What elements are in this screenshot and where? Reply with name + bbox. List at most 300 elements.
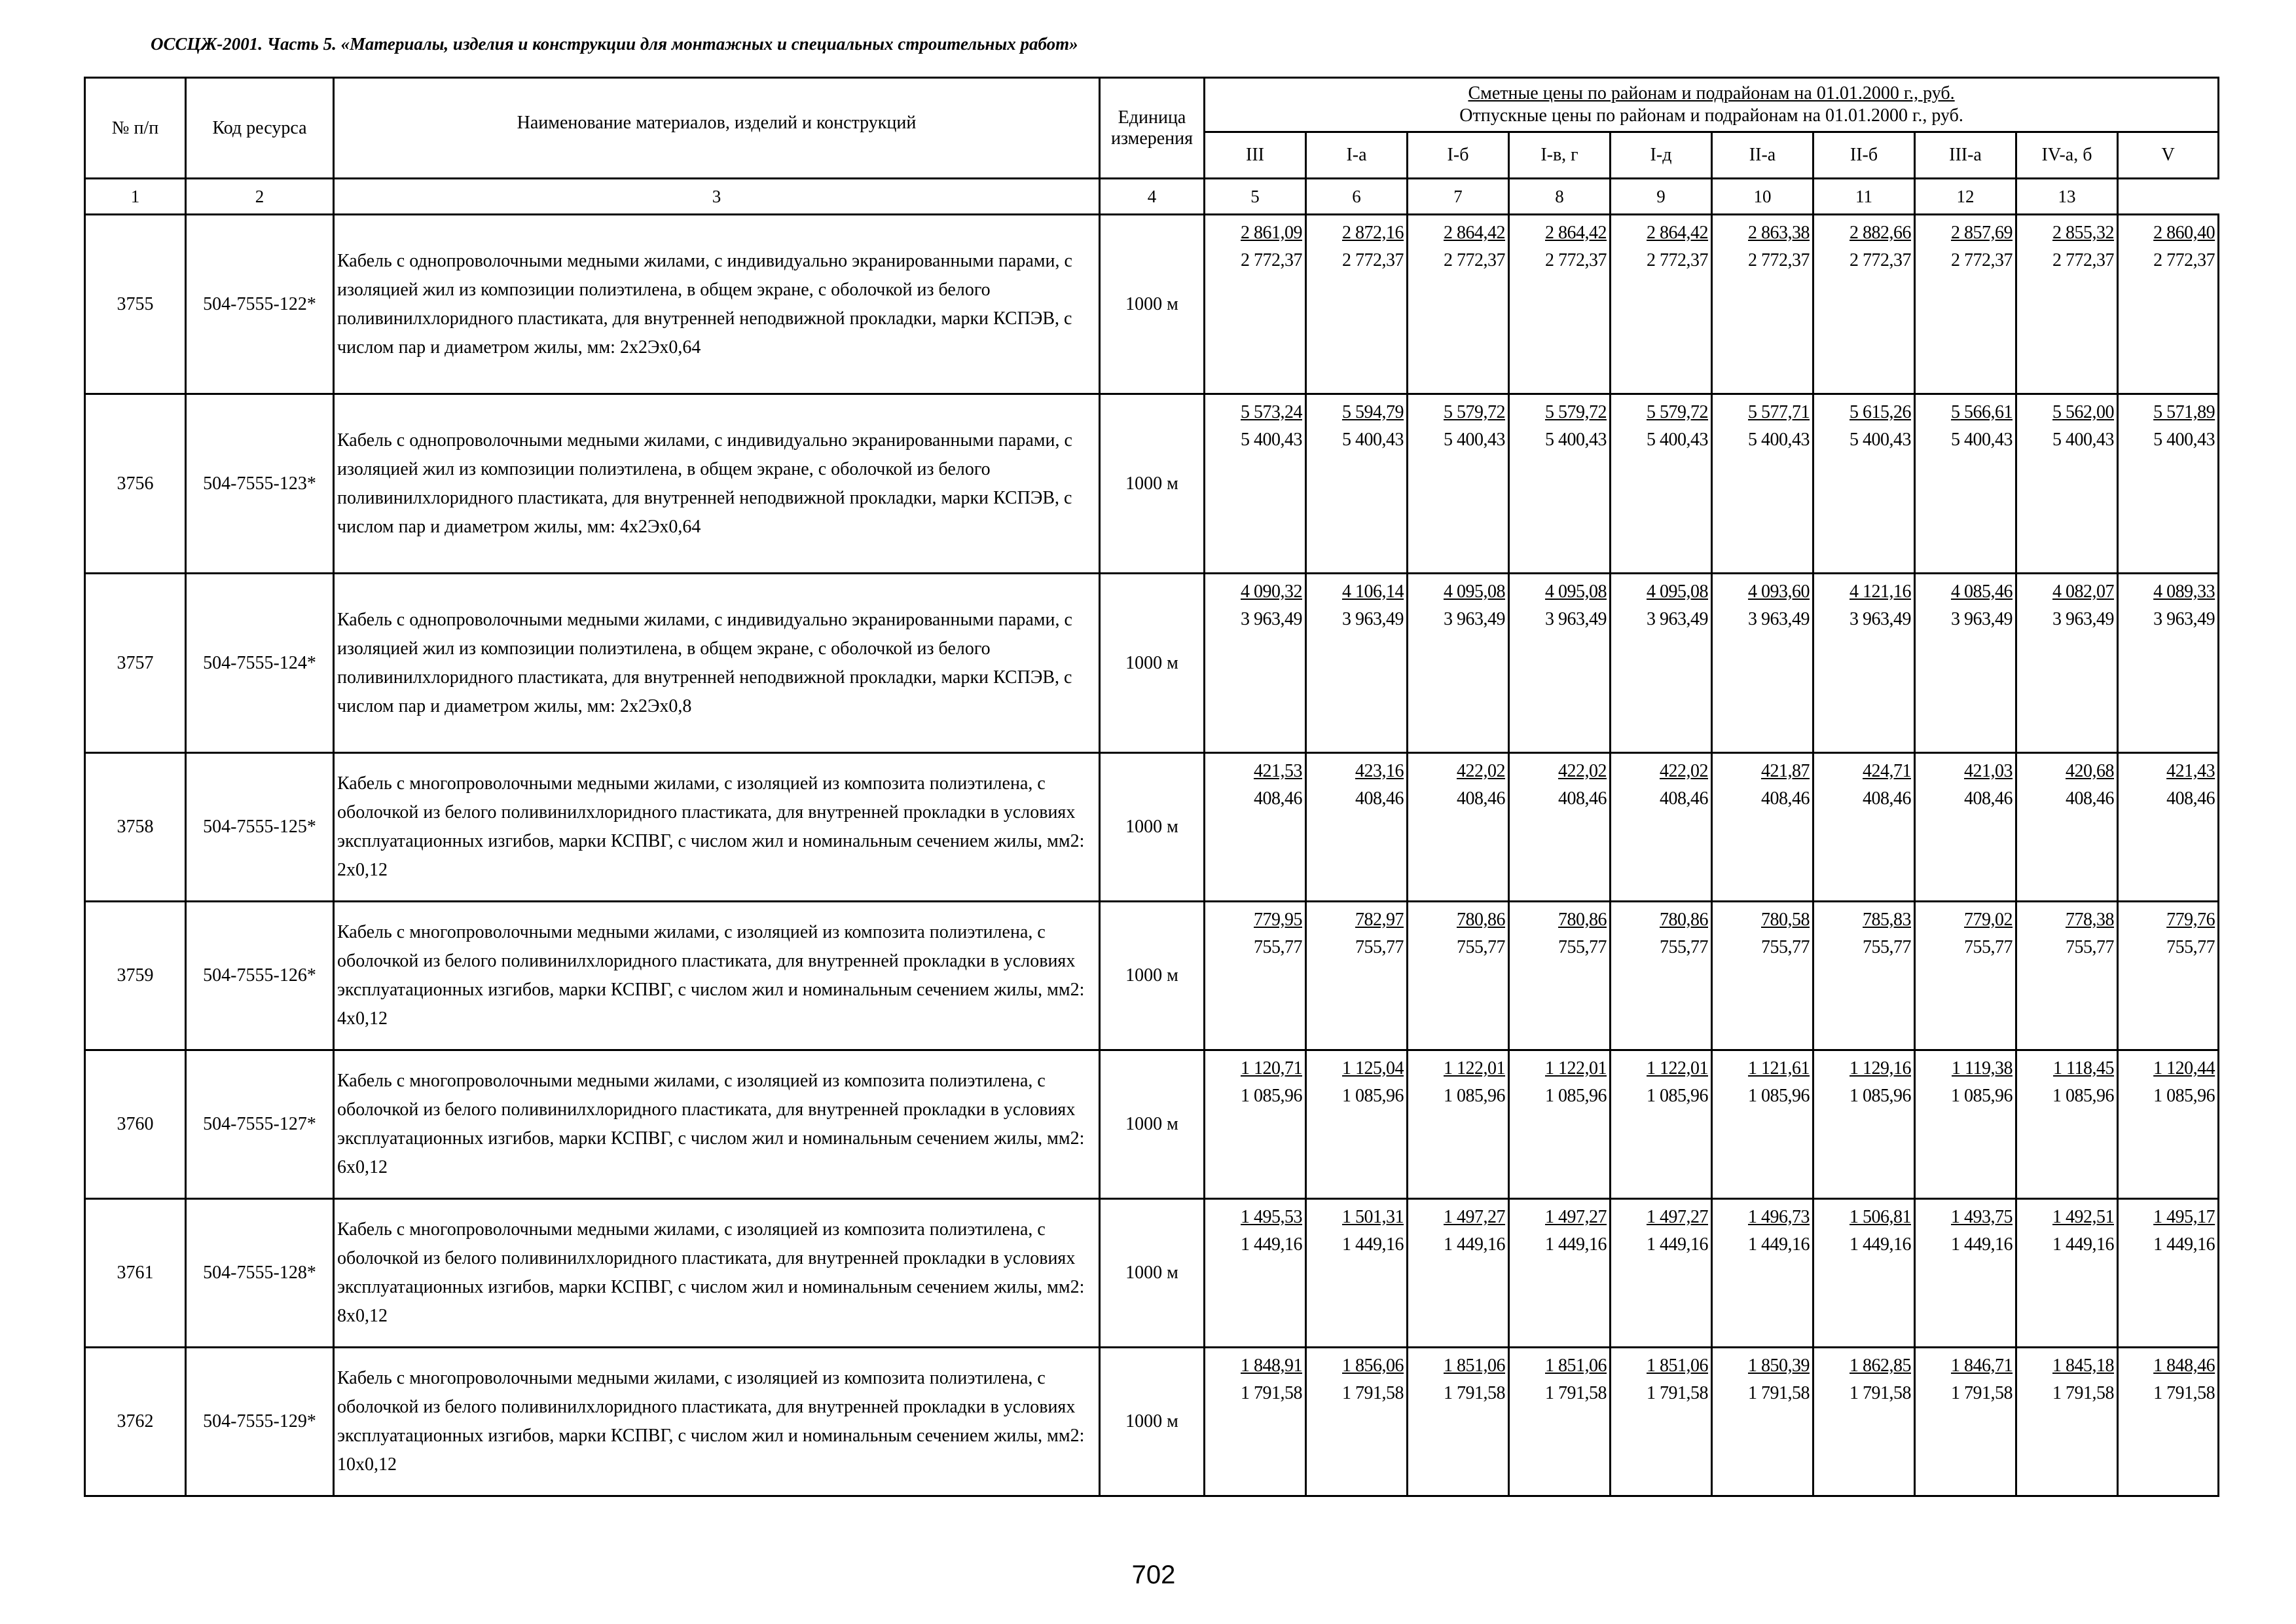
price-cell — [2016, 215, 2118, 394]
release-price: 1 791,58 — [1545, 1383, 1607, 1403]
price-cell — [1915, 753, 2016, 902]
resource-code: 504-7555-126* — [186, 902, 334, 1050]
price-cell — [2118, 1199, 2219, 1348]
price-cell — [1712, 902, 1813, 1050]
price-cell — [1611, 215, 1712, 394]
release-price: 755,77 — [1660, 937, 1708, 957]
price-cell — [1306, 753, 1408, 902]
estimate-price: 1 846,71 — [1951, 1356, 2013, 1376]
estimate-price: 1 122,01 — [1545, 1058, 1607, 1079]
column-number: 7 — [1408, 179, 1509, 215]
price-cell — [1509, 902, 1611, 1050]
header-region: IV-а, б — [2016, 132, 2118, 179]
price-cell — [1611, 1199, 1712, 1348]
price-cell — [1205, 1050, 1306, 1199]
estimate-price: 5 594,79 — [1342, 402, 1404, 422]
price-cell — [1611, 753, 1712, 902]
estimate-price: 4 095,08 — [1444, 581, 1505, 602]
release-price: 1 449,16 — [1444, 1234, 1505, 1255]
table-row — [85, 1348, 2219, 1496]
release-price: 755,77 — [1761, 937, 1810, 957]
material-name: Кабель с многопроволочными медными жилами, с изоляцией из композита полиэтилена, с оболочкой из белого поливинилхлоридного пластиката, для внутренней прокладки в условиях эксплуатационных изгибов, марки КСПВГ, с числом жил и номинальным сечением жилы, мм2: 2х0,12 — [334, 753, 1100, 902]
price-cell — [2118, 394, 2219, 574]
release-price: 3 963,49 — [1748, 609, 1810, 629]
row-number: 3757 — [85, 574, 186, 753]
table-row — [85, 394, 2219, 574]
estimate-price: 1 848,91 — [1241, 1356, 1302, 1376]
price-cell — [2118, 753, 2219, 902]
unit-of-measure: 1000 м — [1100, 902, 1205, 1050]
price-cell — [1306, 215, 1408, 394]
header-region: I-в, г — [1509, 132, 1611, 179]
estimate-price: 5 579,72 — [1444, 402, 1505, 422]
estimate-price: 4 089,33 — [2153, 581, 2215, 602]
header-region: I-д — [1611, 132, 1712, 179]
release-price: 755,77 — [2066, 937, 2114, 957]
material-name: Кабель с однопроволочными медными жилами, с индивидуально экранированными парами, с изоляцией жил из композиции полиэтилена, в общем экране, с оболочкой из белого поливинилхлоридного пластиката, для внутренней неподвижной прокладки, марки КСПЭВ, с числом пар и диаметром жилы, мм: 2х2Эх0,8 — [334, 574, 1100, 753]
release-price: 2 772,37 — [1545, 250, 1607, 270]
release-price: 1 791,58 — [1748, 1383, 1810, 1403]
estimate-price: 780,58 — [1761, 910, 1810, 930]
estimate-price: 1 119,38 — [1952, 1058, 2013, 1079]
price-cell — [1611, 394, 1712, 574]
estimate-price: 1 851,06 — [1647, 1356, 1708, 1376]
estimate-price: 422,02 — [1558, 761, 1607, 781]
release-price: 2 772,37 — [2153, 250, 2215, 270]
price-cell — [1408, 902, 1509, 1050]
estimate-price: 1 120,71 — [1241, 1058, 1302, 1079]
price-cell — [2016, 574, 2118, 753]
table-row — [85, 1199, 2219, 1348]
unit-of-measure: 1000 м — [1100, 394, 1205, 574]
price-cell — [1712, 394, 1813, 574]
release-price: 1 085,96 — [1748, 1086, 1810, 1106]
release-price: 1 791,58 — [1342, 1383, 1404, 1403]
unit-of-measure: 1000 м — [1100, 1199, 1205, 1348]
price-cell — [1915, 1199, 2016, 1348]
estimate-price: 1 497,27 — [1647, 1207, 1708, 1227]
estimate-price: 785,83 — [1863, 910, 1911, 930]
header-code: Код ресурса — [186, 78, 334, 179]
table-row — [85, 1050, 2219, 1199]
estimate-price: 5 571,89 — [2153, 402, 2215, 422]
release-price: 755,77 — [2166, 937, 2215, 957]
release-price: 1 449,16 — [2052, 1234, 2114, 1255]
estimate-price: 2 855,32 — [2052, 223, 2114, 243]
column-number: 12 — [1915, 179, 2016, 215]
material-name: Кабель с многопроволочными медными жилами, с изоляцией из композита полиэтилена, с оболочкой из белого поливинилхлоридного пластиката, для внутренней прокладки в условиях эксплуатационных изгибов, марки КСПВГ, с числом жил и номинальным сечением жилы, мм2: 10х0,12 — [334, 1348, 1100, 1496]
column-number: 6 — [1306, 179, 1408, 215]
release-price: 408,46 — [1558, 788, 1607, 809]
price-cell — [1915, 1050, 2016, 1199]
price-cell — [1306, 1050, 1408, 1199]
estimate-price: 4 093,60 — [1748, 581, 1810, 602]
price-cell — [1509, 753, 1611, 902]
estimate-price: 1 497,27 — [1545, 1207, 1607, 1227]
estimate-price: 2 863,38 — [1748, 223, 1810, 243]
price-cell — [1611, 574, 1712, 753]
release-price: 1 791,58 — [1241, 1383, 1302, 1403]
estimate-price: 779,95 — [1254, 910, 1302, 930]
price-cell — [2118, 574, 2219, 753]
price-cell — [1712, 1348, 1813, 1496]
unit-of-measure: 1000 м — [1100, 1348, 1205, 1496]
estimate-price: 5 566,61 — [1951, 402, 2013, 422]
estimate-price: 1 501,31 — [1342, 1207, 1404, 1227]
price-cell — [1712, 215, 1813, 394]
release-price: 1 449,16 — [1748, 1234, 1810, 1255]
header-num: № п/п — [85, 78, 186, 179]
release-price: 2 772,37 — [1241, 250, 1302, 270]
price-cell — [2016, 753, 2118, 902]
unit-of-measure: 1000 м — [1100, 1050, 1205, 1199]
release-price: 1 449,16 — [2153, 1234, 2215, 1255]
release-price: 3 963,49 — [1951, 609, 2013, 629]
estimate-price: 422,02 — [1457, 761, 1505, 781]
release-price: 755,77 — [1355, 937, 1404, 957]
estimate-price: 779,02 — [1964, 910, 2013, 930]
price-cell — [1408, 753, 1509, 902]
estimate-price: 1 118,45 — [2053, 1058, 2114, 1079]
price-cell — [1306, 1199, 1408, 1348]
estimate-price: 2 861,09 — [1241, 223, 1302, 243]
estimate-price: 2 872,16 — [1342, 223, 1404, 243]
release-price: 3 963,49 — [1444, 609, 1505, 629]
release-price: 408,46 — [1761, 788, 1810, 809]
price-cell — [2016, 1050, 2118, 1199]
price-cell — [1813, 394, 1915, 574]
page-number: 702 — [1131, 1560, 1176, 1589]
price-cell — [1408, 1199, 1509, 1348]
estimate-price: 5 562,00 — [2052, 402, 2114, 422]
release-price: 755,77 — [1558, 937, 1607, 957]
release-price: 1 791,58 — [2153, 1383, 2215, 1403]
price-cell — [1611, 902, 1712, 1050]
price-cell — [1408, 574, 1509, 753]
price-cell — [1813, 215, 1915, 394]
release-price: 1 085,96 — [1951, 1086, 2013, 1106]
price-cell — [1813, 1348, 1915, 1496]
estimate-price: 780,86 — [1660, 910, 1708, 930]
price-cell — [1915, 215, 2016, 394]
price-cell — [1712, 574, 1813, 753]
release-price: 3 963,49 — [1545, 609, 1607, 629]
resource-code: 504-7555-123* — [186, 394, 334, 574]
estimate-price: 1 120,44 — [2153, 1058, 2215, 1079]
estimate-price: 424,71 — [1863, 761, 1911, 781]
estimate-price: 4 082,07 — [2052, 581, 2114, 602]
release-price: 408,46 — [2066, 788, 2114, 809]
estimate-price: 1 506,81 — [1850, 1207, 1911, 1227]
release-price: 5 400,43 — [1444, 430, 1505, 450]
price-cell — [1509, 1050, 1611, 1199]
price-cell — [1509, 574, 1611, 753]
release-price: 1 449,16 — [1951, 1234, 2013, 1255]
release-price: 1 449,16 — [1647, 1234, 1708, 1255]
resource-code: 504-7555-124* — [186, 574, 334, 753]
estimate-price: 5 579,72 — [1545, 402, 1607, 422]
price-cell — [1712, 1199, 1813, 1348]
release-price: 1 085,96 — [2153, 1086, 2215, 1106]
estimate-price: 778,38 — [2066, 910, 2114, 930]
price-cell — [1813, 574, 1915, 753]
row-number: 3762 — [85, 1348, 186, 1496]
price-table — [84, 77, 2219, 1497]
price-cell — [1712, 753, 1813, 902]
header-unit: Единица измерения — [1100, 78, 1205, 179]
release-price: 3 963,49 — [2153, 609, 2215, 629]
column-number: 2 — [186, 179, 334, 215]
document-header: ОССЦЖ-2001. Часть 5. «Материалы, изделия и конструкции для монтажных и специальных строительных работ» — [151, 34, 1078, 54]
material-name: Кабель с многопроволочными медными жилами, с изоляцией из композита полиэтилена, с оболочкой из белого поливинилхлоридного пластиката, для внутренней прокладки в условиях эксплуатационных изгибов, марки КСПВГ, с числом жил и номинальным сечением жилы, мм2: 4х0,12 — [334, 902, 1100, 1050]
release-price: 755,77 — [1964, 937, 2013, 957]
release-price: 1 791,58 — [1850, 1383, 1911, 1403]
price-cell — [1306, 394, 1408, 574]
estimate-price: 1 862,85 — [1850, 1356, 1911, 1376]
release-price: 5 400,43 — [1545, 430, 1607, 450]
material-name: Кабель с многопроволочными медными жилами, с изоляцией из композита полиэтилена, с оболочкой из белого поливинилхлоридного пластиката, для внутренней прокладки в условиях эксплуатационных изгибов, марки КСПВГ, с числом жил и номинальным сечением жилы, мм2: 6х0,12 — [334, 1050, 1100, 1199]
estimate-price: 421,53 — [1254, 761, 1302, 781]
release-price: 2 772,37 — [1342, 250, 1404, 270]
release-price: 1 791,58 — [2052, 1383, 2114, 1403]
release-price: 2 772,37 — [1444, 250, 1505, 270]
estimate-price: 1 492,51 — [2052, 1207, 2114, 1227]
price-cell — [1408, 1348, 1509, 1496]
release-price: 408,46 — [1355, 788, 1404, 809]
release-price: 2 772,37 — [1951, 250, 2013, 270]
column-number: 8 — [1509, 179, 1611, 215]
price-cell — [1306, 574, 1408, 753]
estimate-price: 780,86 — [1558, 910, 1607, 930]
resource-code: 504-7555-129* — [186, 1348, 334, 1496]
column-number: 3 — [334, 179, 1100, 215]
header-region: III — [1205, 132, 1306, 179]
release-price: 408,46 — [1457, 788, 1505, 809]
estimate-price: 4 090,32 — [1241, 581, 1302, 602]
row-number: 3756 — [85, 394, 186, 574]
release-price: 1 085,96 — [1342, 1086, 1404, 1106]
estimate-price: 2 860,40 — [2153, 223, 2215, 243]
release-price: 5 400,43 — [1748, 430, 1810, 450]
release-price: 3 963,49 — [1342, 609, 1404, 629]
row-number: 3759 — [85, 902, 186, 1050]
price-cell — [1509, 1348, 1611, 1496]
release-price: 5 400,43 — [1850, 430, 1911, 450]
resource-code: 504-7555-122* — [186, 215, 334, 394]
estimate-price: 421,87 — [1761, 761, 1810, 781]
column-number: 4 — [1100, 179, 1205, 215]
price-cell — [1509, 394, 1611, 574]
release-price: 1 791,58 — [1647, 1383, 1708, 1403]
release-price: 1 449,16 — [1241, 1234, 1302, 1255]
release-price: 408,46 — [2166, 788, 2215, 809]
release-price: 1 791,58 — [1444, 1383, 1505, 1403]
release-price: 1 085,96 — [1444, 1086, 1505, 1106]
material-name: Кабель с однопроволочными медными жилами, с индивидуально экранированными парами, с изоляцией жил из композиции полиэтилена, в общем экране, с оболочкой из белого поливинилхлоридного пластиката, для внутренней неподвижной прокладки, марки КСПЭВ, с числом пар и диаметром жилы, мм: 2х2Эх0,64 — [334, 215, 1100, 394]
estimate-price: 779,76 — [2166, 910, 2215, 930]
resource-code: 504-7555-128* — [186, 1199, 334, 1348]
estimate-price: 1 495,17 — [2153, 1207, 2215, 1227]
header-region: V — [2118, 132, 2219, 179]
price-cell — [1205, 1199, 1306, 1348]
release-price: 1 085,96 — [1647, 1086, 1708, 1106]
price-cell — [1813, 902, 1915, 1050]
release-price: 1 085,96 — [1241, 1086, 1302, 1106]
estimate-price: 1 495,53 — [1241, 1207, 1302, 1227]
estimate-price: 421,03 — [1964, 761, 2013, 781]
estimate-price: 1 493,75 — [1951, 1207, 2013, 1227]
release-price: 1 449,16 — [1342, 1234, 1404, 1255]
price-cell — [1813, 1199, 1915, 1348]
price-cell — [1611, 1348, 1712, 1496]
price-cell — [1509, 1199, 1611, 1348]
price-cell — [1205, 394, 1306, 574]
header-name: Наименование материалов, изделий и конструкций — [334, 78, 1100, 179]
estimate-price: 1 845,18 — [2052, 1356, 2114, 1376]
release-price: 755,77 — [1863, 937, 1911, 957]
resource-code: 504-7555-127* — [186, 1050, 334, 1199]
release-price: 1 085,96 — [2052, 1086, 2114, 1106]
estimate-price: 2 857,69 — [1951, 223, 2013, 243]
resource-code: 504-7555-125* — [186, 753, 334, 902]
estimate-price: 1 856,06 — [1342, 1356, 1404, 1376]
column-number: 13 — [2016, 179, 2118, 215]
header-prices — [1205, 78, 2219, 132]
header-region: II-б — [1813, 132, 1915, 179]
estimate-price: 1 129,16 — [1850, 1058, 1911, 1079]
release-price: 755,77 — [1254, 937, 1302, 957]
price-cell — [1408, 394, 1509, 574]
price-cell — [1408, 1050, 1509, 1199]
estimate-price: 2 864,42 — [1647, 223, 1708, 243]
release-price: 2 772,37 — [1850, 250, 1911, 270]
estimate-price: 4 095,08 — [1647, 581, 1708, 602]
price-cell — [1915, 394, 2016, 574]
estimate-price: 422,02 — [1660, 761, 1708, 781]
estimate-price: 421,43 — [2166, 761, 2215, 781]
table-row — [85, 574, 2219, 753]
price-cell — [1205, 574, 1306, 753]
estimate-price: 1 848,46 — [2153, 1356, 2215, 1376]
estimate-price: 4 121,16 — [1850, 581, 1911, 602]
release-price: 1 791,58 — [1951, 1383, 2013, 1403]
price-cell — [1915, 902, 2016, 1050]
price-cell — [1813, 1050, 1915, 1199]
estimate-price: 2 882,66 — [1850, 223, 1911, 243]
unit-of-measure: 1000 м — [1100, 215, 1205, 394]
header-region: III-а — [1915, 132, 2016, 179]
price-cell — [1611, 1050, 1712, 1199]
estimate-price: 5 579,72 — [1647, 402, 1708, 422]
row-number: 3758 — [85, 753, 186, 902]
header-region: I-б — [1408, 132, 1509, 179]
estimate-price: 5 577,71 — [1748, 402, 1810, 422]
release-price: 2 772,37 — [1647, 250, 1708, 270]
estimate-price: 4 085,46 — [1951, 581, 2013, 602]
price-cell — [2016, 902, 2118, 1050]
estimate-price: 1 850,39 — [1748, 1356, 1810, 1376]
header-prices-release: Отпускные цены по районам и подрайонам на 01.01.2000 г., руб. — [1459, 105, 1963, 126]
release-price: 5 400,43 — [2153, 430, 2215, 450]
price-cell — [2118, 1050, 2219, 1199]
column-number: 9 — [1611, 179, 1712, 215]
estimate-price: 1 497,27 — [1444, 1207, 1505, 1227]
release-price: 1 449,16 — [1545, 1234, 1607, 1255]
column-number: 1 — [85, 179, 186, 215]
header-region: I-а — [1306, 132, 1408, 179]
release-price: 3 963,49 — [2052, 609, 2114, 629]
release-price: 408,46 — [1964, 788, 2013, 809]
release-price: 1 085,96 — [1850, 1086, 1911, 1106]
estimate-price: 1 851,06 — [1444, 1356, 1505, 1376]
release-price: 2 772,37 — [1748, 250, 1810, 270]
table-row — [85, 215, 2219, 394]
row-number: 3760 — [85, 1050, 186, 1199]
price-cell — [2118, 1348, 2219, 1496]
price-cell — [1915, 1348, 2016, 1496]
release-price: 5 400,43 — [1647, 430, 1708, 450]
material-name: Кабель с однопроволочными медными жилами, с индивидуально экранированными парами, с изоляцией жил из композиции полиэтилена, в общем экране, с оболочкой из белого поливинилхлоридного пластиката, для внутренней неподвижной прокладки, марки КСПЭВ, с числом пар и диаметром жилы, мм: 4х2Эх0,64 — [334, 394, 1100, 574]
price-cell — [1306, 902, 1408, 1050]
price-cell — [1205, 215, 1306, 394]
release-price: 5 400,43 — [1342, 430, 1404, 450]
price-cell — [2016, 394, 2118, 574]
estimate-price: 1 496,73 — [1748, 1207, 1810, 1227]
price-cell — [1205, 1348, 1306, 1496]
estimate-price: 1 125,04 — [1342, 1058, 1404, 1079]
estimate-price: 1 851,06 — [1545, 1356, 1607, 1376]
estimate-price: 1 121,61 — [1748, 1058, 1810, 1079]
price-cell — [1205, 753, 1306, 902]
release-price: 5 400,43 — [2052, 430, 2114, 450]
header-prices-estimate: Сметные цены по районам и подрайонам на 01.01.2000 г., руб. — [1468, 83, 1955, 103]
column-number: 11 — [1813, 179, 1915, 215]
material-name: Кабель с многопроволочными медными жилами, с изоляцией из композита полиэтилена, с оболочкой из белого поливинилхлоридного пластиката, для внутренней прокладки в условиях эксплуатационных изгибов, марки КСПВГ, с числом жил и номинальным сечением жилы, мм2: 8х0,12 — [334, 1199, 1100, 1348]
price-cell — [1712, 1050, 1813, 1199]
table-row — [85, 753, 2219, 902]
column-number: 5 — [1205, 179, 1306, 215]
release-price: 2 772,37 — [2052, 250, 2114, 270]
price-cell — [2016, 1348, 2118, 1496]
release-price: 5 400,43 — [1951, 430, 2013, 450]
estimate-price: 1 122,01 — [1647, 1058, 1708, 1079]
estimate-price: 2 864,42 — [1444, 223, 1505, 243]
price-cell — [2118, 902, 2219, 1050]
estimate-price: 5 573,24 — [1241, 402, 1302, 422]
header-region: II-а — [1712, 132, 1813, 179]
price-cell — [1408, 215, 1509, 394]
release-price: 3 963,49 — [1850, 609, 1911, 629]
price-cell — [2118, 215, 2219, 394]
unit-of-measure: 1000 м — [1100, 753, 1205, 902]
price-cell — [1915, 574, 2016, 753]
column-number: 10 — [1712, 179, 1813, 215]
release-price: 408,46 — [1254, 788, 1302, 809]
row-number: 3755 — [85, 215, 186, 394]
release-price: 3 963,49 — [1241, 609, 1302, 629]
table-body — [85, 78, 2219, 1496]
column-number-row — [85, 179, 2219, 215]
estimate-price: 423,16 — [1355, 761, 1404, 781]
release-price: 5 400,43 — [1241, 430, 1302, 450]
row-number: 3761 — [85, 1199, 186, 1348]
release-price: 1 449,16 — [1850, 1234, 1911, 1255]
price-cell — [2016, 1199, 2118, 1348]
estimate-price: 782,97 — [1355, 910, 1404, 930]
release-price: 1 085,96 — [1545, 1086, 1607, 1106]
release-price: 755,77 — [1457, 937, 1505, 957]
price-cell — [1306, 1348, 1408, 1496]
